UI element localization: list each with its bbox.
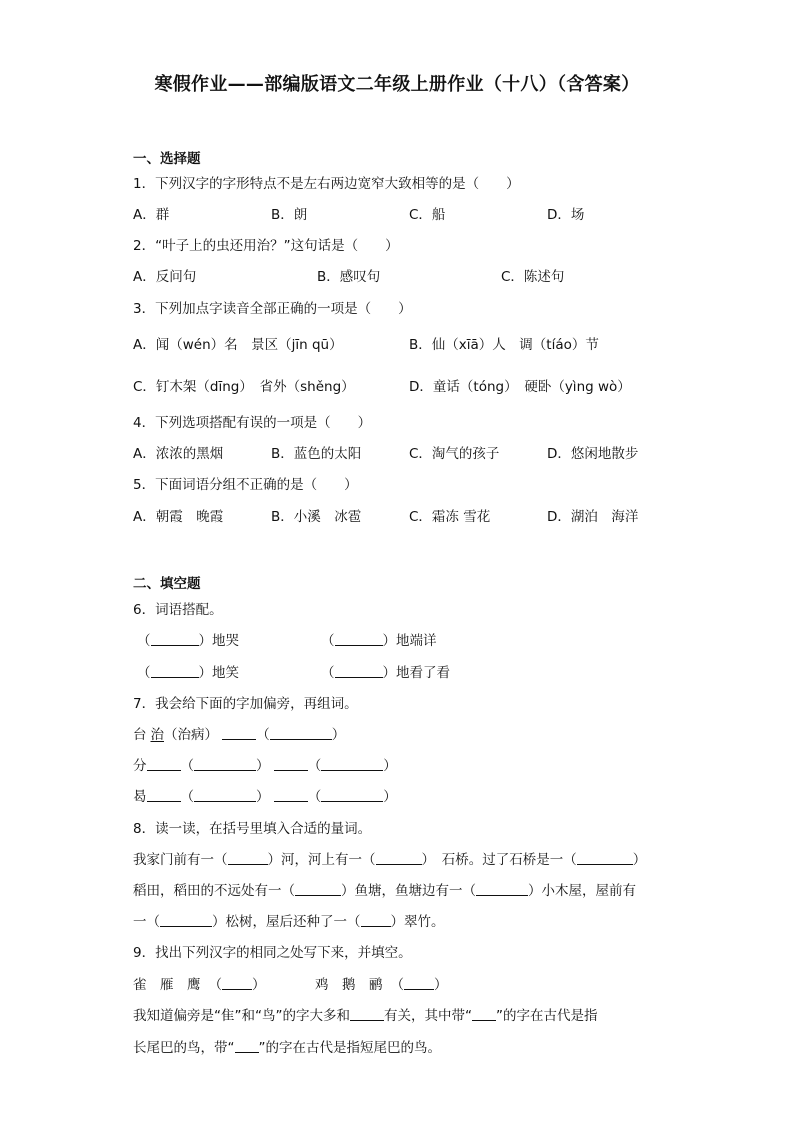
section-heading-choice: 一、选择题 (133, 151, 201, 167)
option-a: A．群 (133, 207, 170, 223)
answer-blank[interactable] (270, 726, 332, 740)
question-4-options (133, 442, 693, 462)
question-1-stem: 1．下列汉字的字形特点不是左右两边宽窄大致相等的是（ ） (133, 176, 520, 192)
question-7-row3: 曷 （ ） （ ） (133, 789, 397, 805)
question-9-groups (133, 973, 693, 993)
question-7-row1: 台 治（治病） （ ） (133, 727, 346, 743)
answer-blank[interactable] (147, 757, 181, 771)
fill-item: （ ）地哭 (137, 633, 239, 649)
option-d: D．童话（tóng） 硬卧（yìng wò） (409, 379, 631, 395)
answer-blank[interactable] (235, 1039, 259, 1053)
answer-blank[interactable] (472, 1007, 496, 1021)
char-group-2: 鸡 鹅 鹂 （ ） (315, 977, 448, 993)
question-9-sentence1: 我知道偏旁是“隹”和“鸟”的字大多和 有关，其中带“ ”的字在古代是指 (133, 1008, 598, 1024)
example-char: 治 (150, 727, 164, 743)
answer-blank[interactable] (321, 788, 383, 802)
question-3-options-row2 (133, 375, 693, 395)
answer-blank[interactable] (147, 788, 181, 802)
option-c: C．霜冻 雪花 (409, 509, 491, 525)
option-c: C．船 (409, 207, 446, 223)
option-d: D．场 (547, 207, 585, 223)
option-a: A．朝霞 晚霞 (133, 509, 224, 525)
answer-blank[interactable] (376, 851, 422, 865)
option-c: C．陈述句 (501, 269, 565, 285)
question-6-row1 (133, 629, 693, 649)
answer-blank[interactable] (222, 976, 252, 990)
option-d: D．悠闲地散步 (547, 446, 639, 462)
answer-blank[interactable] (335, 664, 383, 678)
question-7-stem: 7．我会给下面的字加偏旁，再组词。 (133, 696, 358, 712)
question-5-options (133, 505, 693, 525)
fill-item: （ ）地笑 (137, 665, 239, 681)
fill-item: （ ）地端详 (321, 633, 437, 649)
option-d: D．湖泊 海洋 (547, 509, 639, 525)
answer-blank[interactable] (350, 1007, 384, 1021)
page-title: 寒假作业——部编版语文二年级上册作业（十八）（含答案） (154, 74, 640, 95)
question-8-line1: 我家门前有一（ ）河，河上有一（ ） 石桥。过了石桥是一（ ） (133, 852, 647, 868)
answer-blank[interactable] (295, 882, 341, 896)
answer-blank[interactable] (361, 913, 391, 927)
answer-blank[interactable] (577, 851, 633, 865)
question-9-stem: 9．找出下列汉字的相同之处写下来，并填空。 (133, 945, 412, 961)
option-a: A．浓浓的黑烟 (133, 446, 224, 462)
question-8-line3: 一（ ）松树，屋后还种了一（ ）翠竹。 (133, 914, 445, 930)
answer-blank[interactable] (151, 664, 199, 678)
fill-item: （ ）地看了看 (321, 665, 450, 681)
question-1-options (133, 203, 693, 223)
answer-blank[interactable] (222, 726, 256, 740)
answer-blank[interactable] (194, 757, 256, 771)
answer-blank[interactable] (274, 757, 308, 771)
option-c: C．钉木架（dīng） 省外（shěng） (133, 379, 355, 395)
answer-blank[interactable] (160, 913, 212, 927)
question-8-stem: 8．读一读，在括号里填入合适的量词。 (133, 821, 372, 837)
question-6-stem: 6．词语搭配。 (133, 602, 223, 618)
option-b: B．仙（xīā）人 调（tíáo）节 (409, 337, 599, 353)
answer-blank[interactable] (476, 882, 528, 896)
question-4-stem: 4．下列选项搭配有误的一项是（ ） (133, 415, 372, 431)
question-7-row2: 分 （ ） （ ） (133, 758, 397, 774)
option-a: A．闻（wén）名 景区（jīn qū） (133, 337, 343, 353)
option-c: C．淘气的孩子 (409, 446, 500, 462)
question-5-stem: 5．下面词语分组不正确的是（ ） (133, 477, 358, 493)
answer-blank[interactable] (194, 788, 256, 802)
answer-blank[interactable] (321, 757, 383, 771)
answer-blank[interactable] (274, 788, 308, 802)
option-a: A．反问句 (133, 269, 197, 285)
question-9-sentence2: 长尾巴的鸟，带“ ”的字在古代是指短尾巴的鸟。 (133, 1040, 441, 1056)
char-group-1: 雀 雁 鹰 （ ） (133, 977, 266, 993)
option-b: B．小溪 冰雹 (271, 509, 362, 525)
option-b: B．蓝色的太阳 (271, 446, 362, 462)
question-3-stem: 3．下列加点字读音全部正确的一项是（ ） (133, 301, 412, 317)
question-3-options-row1 (133, 333, 693, 353)
question-8-line2: 稻田，稻田的不远处有一（ ）鱼塘，鱼塘边有一（ ）小木屋，屋前有 (133, 883, 636, 899)
option-b: B．感叹句 (317, 269, 381, 285)
section-heading-fill: 二、填空题 (133, 576, 201, 592)
answer-blank[interactable] (151, 632, 199, 646)
question-6-row2 (133, 661, 693, 681)
answer-blank[interactable] (228, 851, 268, 865)
answer-blank[interactable] (404, 976, 434, 990)
question-2-stem: 2．“叶子上的虫还用治？”这句话是（ ） (133, 238, 399, 254)
question-2-options (133, 265, 693, 285)
option-b: B．朗 (271, 207, 308, 223)
answer-blank[interactable] (335, 632, 383, 646)
